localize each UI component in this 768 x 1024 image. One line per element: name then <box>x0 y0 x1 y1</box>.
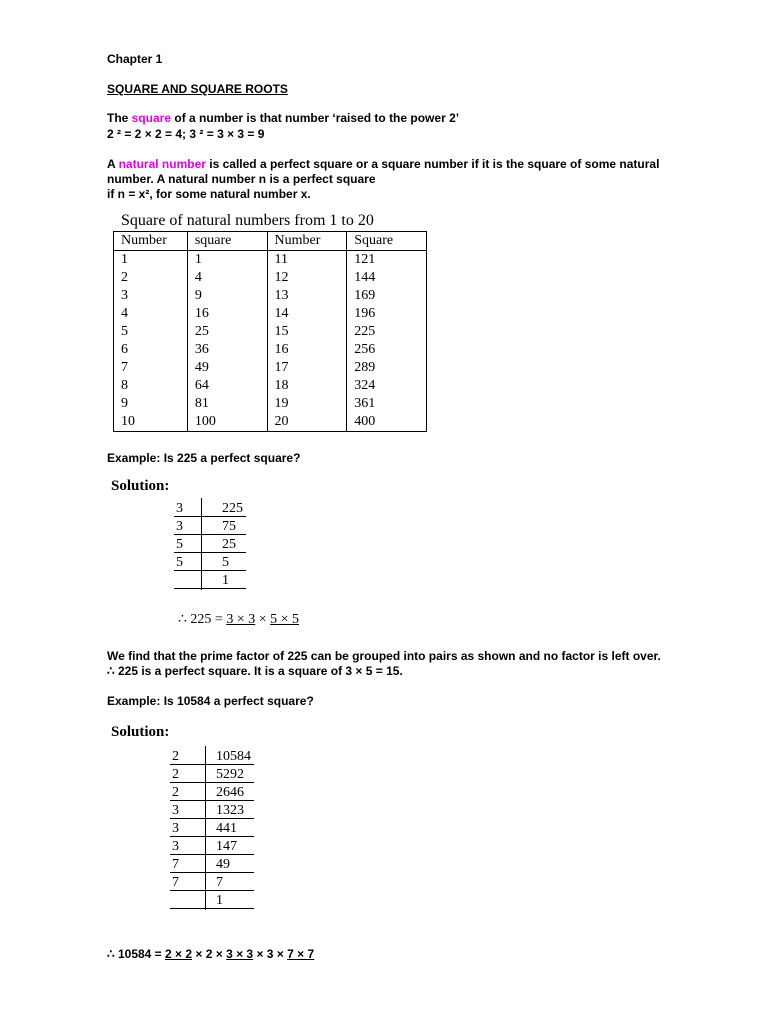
definition-square <box>107 111 459 125</box>
factor-pair: 5 × 5 <box>270 612 300 627</box>
ladder-quotient: 1323 <box>216 803 244 818</box>
definition-line-3: if n = x², for some natural number x. <box>107 187 311 201</box>
table-cell: 64 <box>187 377 267 395</box>
table-cell: 4 <box>114 305 188 323</box>
table-cell: 7 <box>114 359 188 377</box>
ladder-quotient: 441 <box>216 821 237 836</box>
ladder-quotient: 49 <box>216 857 230 872</box>
table-row <box>114 323 427 341</box>
definition-square-pre: The <box>107 111 132 125</box>
ladder-rule <box>170 872 254 873</box>
table-row <box>114 269 427 287</box>
table-cell: 1 <box>114 251 188 270</box>
table-cell: 49 <box>187 359 267 377</box>
table-cell: 196 <box>347 305 427 323</box>
column-header: Number <box>267 232 347 251</box>
result-separator: × 2 × <box>192 947 227 961</box>
table-cell: 6 <box>114 341 188 359</box>
squares-table <box>113 231 427 432</box>
ladder-divisor: 5 <box>176 537 183 552</box>
table-cell: 13 <box>267 287 347 305</box>
table-title: Square of natural numbers from 1 to 20 <box>121 212 374 229</box>
table-row <box>114 377 427 395</box>
table-cell: 361 <box>347 395 427 413</box>
table-row <box>114 359 427 377</box>
ladder-quotient: 1 <box>216 893 223 908</box>
example2-solution-label: Solution: <box>111 724 170 740</box>
ladder-rule <box>174 552 246 553</box>
table-row <box>114 251 427 270</box>
ladder-rule <box>174 516 246 517</box>
square-example-line: 2 ² = 2 × 2 = 4; 3 ² = 3 × 3 = 9 <box>107 127 265 141</box>
ladder-rule <box>174 534 246 535</box>
ladder-rule <box>170 836 254 837</box>
factor-pair: 2 × 2 <box>165 947 193 961</box>
ladder-rule <box>170 890 254 891</box>
example1-conclusion-2: ∴ 225 is a perfect square. It is a square of 3 × 5 = 15. <box>107 664 403 678</box>
definition-line-2: number. A natural number n is a perfect square <box>107 172 376 186</box>
ladder-quotient: 5292 <box>216 767 244 782</box>
ladder-divisor: 3 <box>176 501 183 516</box>
column-header: square <box>187 232 267 251</box>
table-header-row <box>114 232 427 251</box>
table-row <box>114 395 427 413</box>
table-cell: 400 <box>347 413 427 432</box>
table-cell: 14 <box>267 305 347 323</box>
ladder-rule <box>170 854 254 855</box>
factor-pair: 3 × 3 <box>226 947 254 961</box>
table-cell: 12 <box>267 269 347 287</box>
table-cell: 17 <box>267 359 347 377</box>
page-heading: SQUARE AND SQUARE ROOTS <box>107 82 288 96</box>
table-cell: 16 <box>267 341 347 359</box>
ladder-quotient: 5 <box>222 555 229 570</box>
table-cell: 11 <box>267 251 347 270</box>
term-natural-number: natural number <box>118 157 206 171</box>
table-cell: 256 <box>347 341 427 359</box>
table-cell: 36 <box>187 341 267 359</box>
ladder-quotient: 10584 <box>216 749 251 764</box>
table-cell: 25 <box>187 323 267 341</box>
ladder-rule <box>174 588 246 589</box>
result-prefix: ∴ 10584 = <box>107 947 166 961</box>
result-prefix: ∴ 225 = <box>178 612 227 627</box>
ladder-quotient: 147 <box>216 839 237 854</box>
table-cell: 9 <box>114 395 188 413</box>
chapter-label: Chapter 1 <box>107 52 163 66</box>
table-cell: 169 <box>347 287 427 305</box>
definition-post: is called a perfect square or a square number if it is the square of some natural <box>205 157 660 171</box>
ladder-divisor: 2 <box>172 767 179 782</box>
table-cell: 8 <box>114 377 188 395</box>
ladder-divider <box>205 746 206 910</box>
table-cell: 2 <box>114 269 188 287</box>
ladder-quotient: 225 <box>222 501 243 516</box>
example1-result <box>178 611 299 628</box>
definition-square-post: of a number is that number ‘raised to the power 2’ <box>171 111 460 125</box>
table-cell: 324 <box>347 377 427 395</box>
ladder-quotient: 1 <box>222 573 229 588</box>
column-header: Square <box>347 232 427 251</box>
ladder-rule <box>174 570 246 571</box>
ladder-quotient: 25 <box>222 537 236 552</box>
column-header: Number <box>114 232 188 251</box>
ladder-rule <box>170 764 254 765</box>
definition-perfect-square <box>107 157 659 171</box>
example2-result <box>107 947 314 961</box>
table-cell: 15 <box>267 323 347 341</box>
ladder-divisor: 2 <box>172 785 179 800</box>
ladder-divisor: 5 <box>176 555 183 570</box>
example1-question: Example: Is 225 a perfect square? <box>107 451 301 465</box>
table-cell: 4 <box>187 269 267 287</box>
table-cell: 81 <box>187 395 267 413</box>
factor-pair: 7 × 7 <box>287 947 315 961</box>
table-row <box>114 413 427 432</box>
table-row <box>114 305 427 323</box>
ladder-quotient: 75 <box>222 519 236 534</box>
ladder-divisor: 2 <box>172 749 179 764</box>
ladder-divisor: 3 <box>176 519 183 534</box>
example1-conclusion-1: We find that the prime factor of 225 can be grouped into pairs as shown and no factor is left over. <box>107 649 661 663</box>
table-cell: 1 <box>187 251 267 270</box>
result-separator: × 3 × <box>253 947 288 961</box>
table-cell: 18 <box>267 377 347 395</box>
table-cell: 289 <box>347 359 427 377</box>
table-cell: 19 <box>267 395 347 413</box>
ladder-divisor: 7 <box>172 857 179 872</box>
ladder-divider <box>201 498 202 590</box>
term-square: square <box>131 111 172 125</box>
ladder-divisor: 3 <box>172 803 179 818</box>
ladder-quotient: 2646 <box>216 785 244 800</box>
table-cell: 10 <box>114 413 188 432</box>
ladder-divisor: 3 <box>172 821 179 836</box>
ladder-rule <box>170 800 254 801</box>
ladder-quotient: 7 <box>216 875 223 890</box>
ladder-divisor: 3 <box>172 839 179 854</box>
table-cell: 5 <box>114 323 188 341</box>
table-cell: 20 <box>267 413 347 432</box>
table-cell: 144 <box>347 269 427 287</box>
table-row <box>114 287 427 305</box>
ladder-divisor: 7 <box>172 875 179 890</box>
table-cell: 225 <box>347 323 427 341</box>
table-row <box>114 341 427 359</box>
table-cell: 3 <box>114 287 188 305</box>
table-cell: 100 <box>187 413 267 432</box>
table-cell: 121 <box>347 251 427 270</box>
factor-pair: 3 × 3 <box>226 612 256 627</box>
ladder-rule <box>170 908 254 909</box>
table-cell: 9 <box>187 287 267 305</box>
ladder-rule <box>170 782 254 783</box>
table-cell: 16 <box>187 305 267 323</box>
example1-solution-label: Solution: <box>111 478 170 494</box>
definition-pre: A <box>107 157 119 171</box>
example2-question: Example: Is 10584 a perfect square? <box>107 694 314 708</box>
result-separator: × <box>255 612 271 627</box>
ladder-rule <box>170 818 254 819</box>
